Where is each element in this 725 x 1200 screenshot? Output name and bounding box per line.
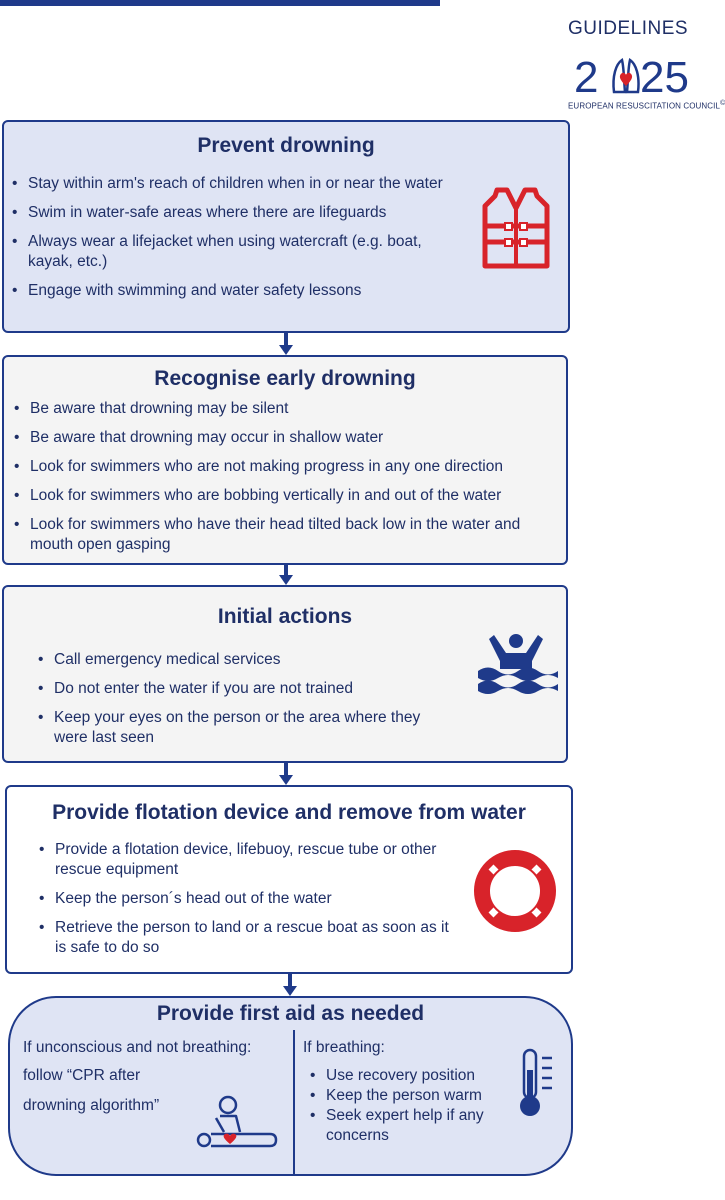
flow-arrow-down-icon [279, 333, 293, 355]
top-accent-bar [0, 0, 440, 6]
list-item: • Keep the person warm [306, 1086, 516, 1106]
list-item: • Stay within arm's reach of children when in or near the water [8, 174, 448, 194]
list-item: • Always wear a lifejacket when using watercraft (e.g. boat, kayak, etc.) [8, 232, 448, 272]
logo-year-2025 [572, 42, 690, 104]
logo-copyright: © [720, 100, 725, 107]
initial-actions-box [2, 585, 568, 763]
thermometer-icon [516, 1048, 556, 1120]
list-item: • Engage with swimming and water safety lessons [8, 281, 448, 301]
recognise-drowning-box [2, 355, 568, 565]
initial-actions-title: Initial actions [217, 605, 353, 628]
logo-subtitle-text: EUROPEAN RESUSCITATION COUNCIL [568, 101, 721, 111]
unconscious-heading: If unconscious and not breathing: [23, 1039, 252, 1056]
list-item: • Do not enter the water if you are not trained [34, 679, 434, 699]
list-item: • Keep your eyes on the person or the area where they were last seen [34, 708, 434, 748]
list-item: • Look for swimmers who have their head tilted back low in the water and mouth open gasping [10, 515, 562, 555]
cpr-icon [194, 1094, 280, 1152]
recognise-drowning-list [10, 399, 562, 564]
list-item: • Be aware that drowning may be silent [10, 399, 562, 419]
prevent-drowning-title: Prevent drowning [197, 134, 375, 157]
flotation-list [35, 840, 455, 967]
list-item: • Provide a flotation device, lifebuoy, rescue tube or other rescue equipment [35, 840, 455, 880]
list-item: • Seek expert help if any concerns [306, 1106, 516, 1146]
column-divider [293, 1030, 295, 1175]
flotation-box [5, 785, 573, 974]
cpr-instruction-line2: drowning algorithm” [23, 1097, 160, 1114]
logo-year-left: 2 [574, 53, 599, 102]
drowning-swimmer-icon [474, 631, 560, 701]
prevent-drowning-list [8, 174, 448, 310]
breathing-list [306, 1066, 516, 1146]
list-item: • Retrieve the person to land or a rescue boat as soon as it is safe to do so [35, 918, 455, 958]
prevent-drowning-box [2, 120, 570, 333]
cpr-instruction-line1: follow “CPR after [23, 1067, 141, 1084]
initial-actions-list [34, 650, 434, 757]
list-item: • Call emergency medical services [34, 650, 434, 670]
list-item: • Use recovery position [306, 1066, 516, 1086]
list-item: • Be aware that drowning may occur in shallow water [10, 428, 562, 448]
first-aid-title: Provide first aid as needed [156, 1002, 425, 1025]
flow-arrow-down-icon [283, 974, 297, 996]
logo-lungs-heart-icon [613, 60, 638, 92]
logo-year-right: 25 [640, 53, 689, 102]
list-item: • Look for swimmers who are bobbing vertically in and out of the water [10, 486, 562, 506]
flow-arrow-down-icon [279, 763, 293, 785]
logo-subtitle [568, 100, 725, 111]
flotation-title: Provide flotation device and remove from water [52, 801, 526, 824]
list-item: • Swim in water-safe areas where there are lifeguards [8, 203, 448, 223]
lifebuoy-icon [473, 849, 557, 933]
list-item: • Keep the person´s head out of the water [35, 889, 455, 909]
first-aid-box [8, 996, 573, 1176]
recognise-drowning-title: Recognise early drowning [154, 367, 416, 390]
erc-guidelines-logo [568, 18, 725, 111]
lifejacket-icon [479, 186, 553, 272]
flow-arrow-down-icon [279, 565, 293, 585]
breathing-heading: If breathing: [303, 1039, 385, 1056]
logo-title: GUIDELINES [568, 18, 689, 39]
list-item: • Look for swimmers who are not making progress in any one direction [10, 457, 562, 477]
